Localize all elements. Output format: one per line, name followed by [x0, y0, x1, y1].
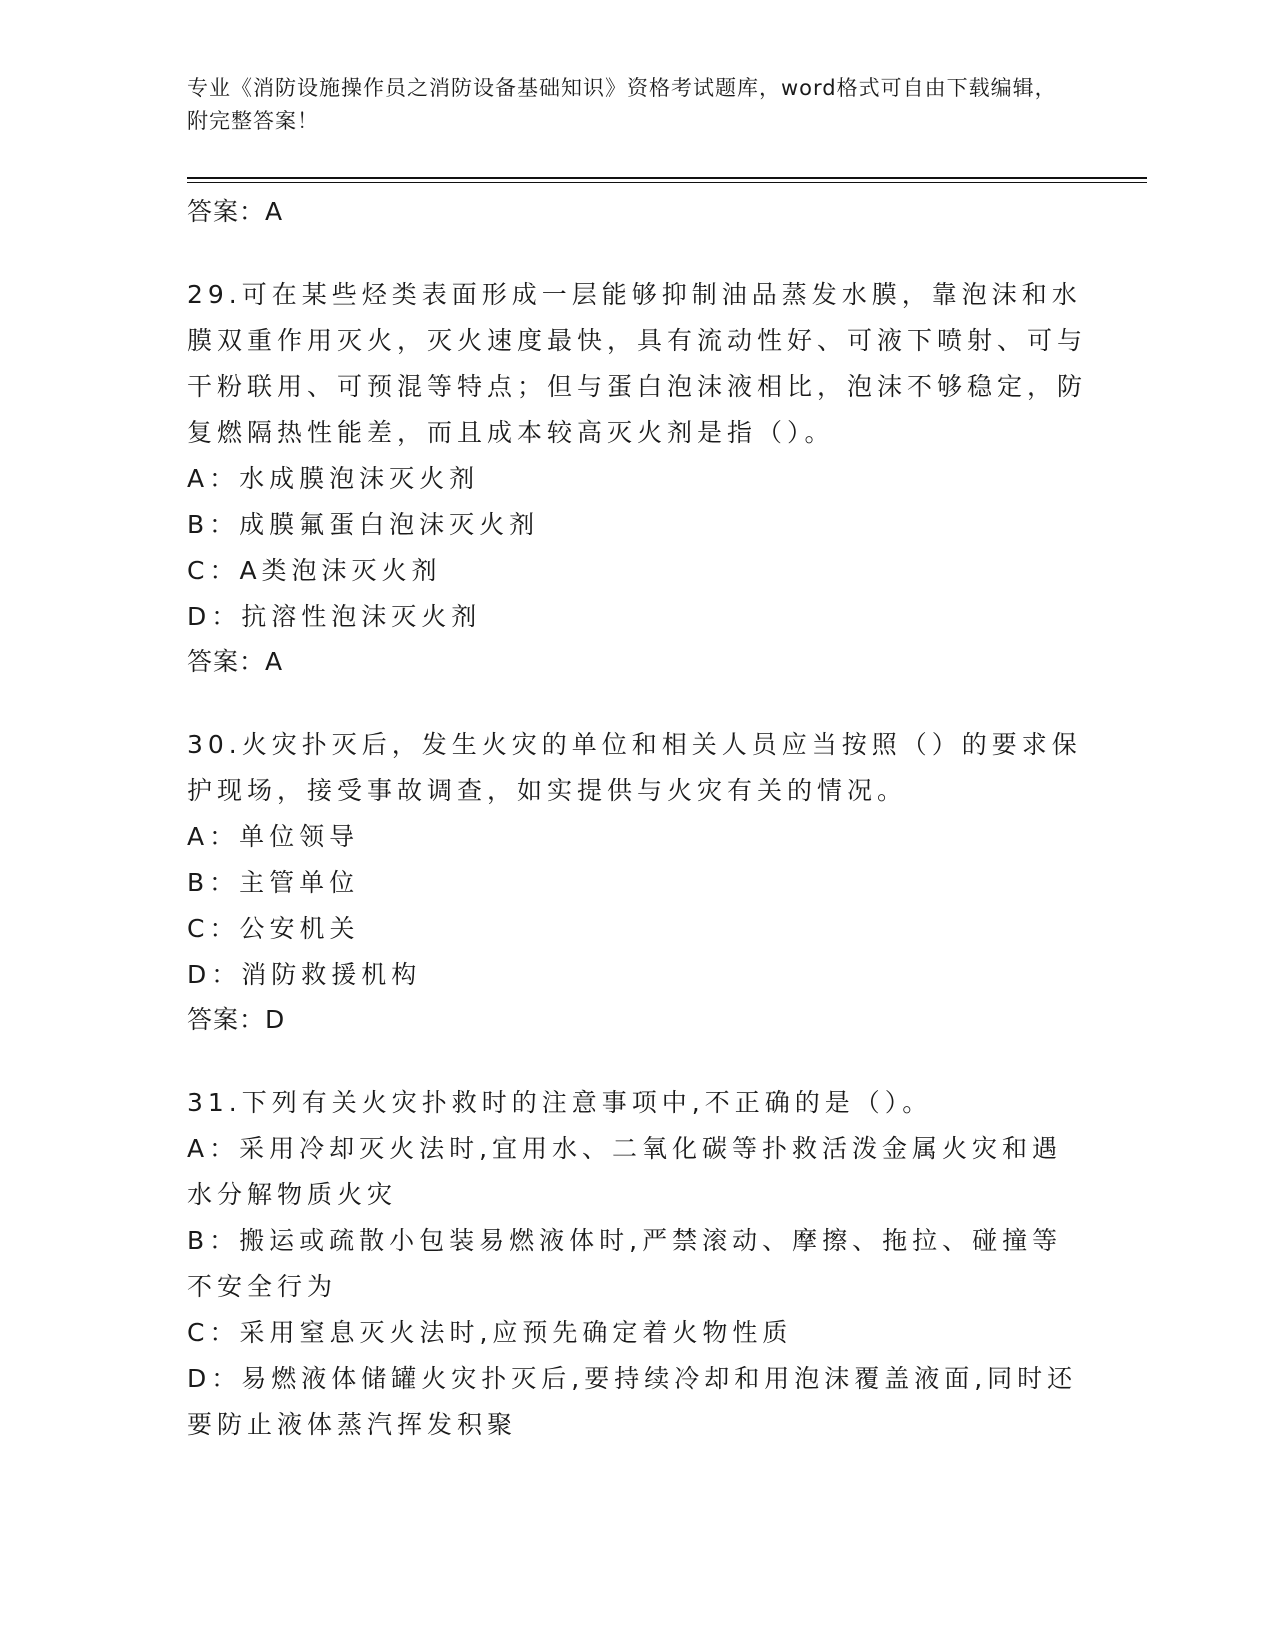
- answer-line: 答案：D: [187, 1005, 286, 1034]
- option-b: B：成膜氟蛋白泡沫灭火剂: [187, 510, 540, 539]
- header-divider-thin: [187, 182, 1147, 183]
- question-list: [187, 190, 1087, 1448]
- answer-line: 答案：A: [187, 197, 284, 226]
- header-divider-thick: [187, 177, 1147, 179]
- question-block: [187, 1080, 1087, 1448]
- option-c: C：A类泡沫灭火剂: [187, 556, 442, 585]
- option-d: D：消防救援机构: [187, 960, 422, 989]
- question-text: 29.可在某些烃类表面形成一层能够抑制油品蒸发水膜，靠泡沫和水膜双重作用灭火，灭火速度最快，具有流动性好、可液下喷射、可与干粉联用、可预混等特点；但与蛋白泡沫液相比，泡沫不够稳定，防复燃隔热性能差，而且成本较高灭火剂是指（）。: [187, 280, 1088, 447]
- page-header: 专业《消防设施操作员之消防设备基础知识》资格考试题库，word格式可自由下载编辑，附完整答案！: [187, 76, 1057, 133]
- answer-line: 答案：A: [187, 647, 284, 676]
- option-c: C：采用窒息灭火法时,应预先确定着火物性质: [187, 1318, 793, 1347]
- option-a: A：采用冷却灭火法时,宜用水、二氧化碳等扑救活泼金属火灾和遇水分解物质火灾: [187, 1134, 1063, 1209]
- option-b: B：主管单位: [187, 868, 360, 897]
- option-d: D：易燃液体储罐火灾扑灭后,要持续冷却和用泡沫覆盖液面,同时还要防止液体蒸汽挥发积聚: [187, 1364, 1078, 1439]
- option-b: B：搬运或疏散小包装易燃液体时,严禁滚动、摩擦、拖拉、碰撞等不安全行为: [187, 1226, 1063, 1301]
- option-d: D：抗溶性泡沫灭火剂: [187, 602, 482, 631]
- question-text: 31.下列有关火灾扑救时的注意事项中,不正确的是（）。: [187, 1088, 933, 1117]
- option-a: A：单位领导: [187, 822, 360, 851]
- question-block: [187, 722, 1087, 1042]
- option-a: A：水成膜泡沫灭火剂: [187, 464, 480, 493]
- question-text: 30.火灾扑灭后，发生火灾的单位和相关人员应当按照（）的要求保护现场，接受事故调查，如实提供与火灾有关的情况。: [187, 730, 1082, 805]
- question-block: [187, 272, 1087, 684]
- option-c: C：公安机关: [187, 914, 360, 943]
